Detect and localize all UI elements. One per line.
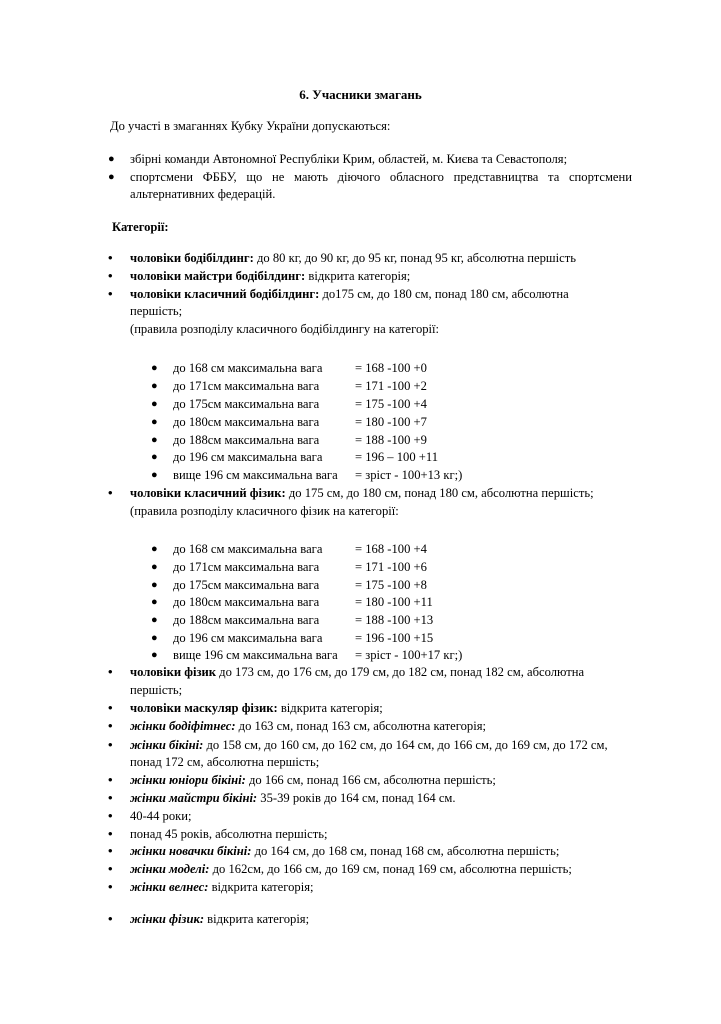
category-item: жінки моделі: до 162см, до 166 см, до 169 см, понад 169 см, абсолютна першість; bbox=[130, 862, 572, 876]
intro-text: До участі в змаганнях Кубку України допускаються: bbox=[110, 119, 391, 133]
bullet-icon: ● bbox=[151, 543, 158, 555]
bullet-icon: • bbox=[108, 826, 113, 841]
category-item: 40-44 роки; bbox=[130, 809, 192, 823]
category-item: жінки велнес: відкрита категорія; bbox=[130, 880, 314, 894]
bullet-icon: ● bbox=[108, 153, 115, 165]
bullet-icon: ● bbox=[151, 380, 158, 392]
bullet-icon: ● bbox=[151, 398, 158, 410]
category-item: жінки бодіфітнес: до 163 см, понад 163 см, абсолютна категорія; bbox=[130, 719, 486, 733]
category-item-continued: першість; bbox=[130, 683, 183, 697]
category-item-continued: понад 172 см, абсолютна першість; bbox=[130, 755, 320, 769]
weight-formula: = 188 -100 +9 bbox=[355, 433, 427, 447]
height-class: до 171см максимальна вага bbox=[173, 560, 320, 574]
weight-formula: = 175 -100 +4 bbox=[355, 397, 427, 411]
category-item-continued: першість; bbox=[130, 304, 183, 318]
weight-formula: = зріст - 100+17 кг;) bbox=[355, 648, 463, 662]
bullet-icon: • bbox=[108, 664, 113, 679]
categories-heading: Категорії: bbox=[112, 220, 169, 234]
bullet-icon: • bbox=[108, 911, 113, 926]
bullet-icon: ● bbox=[151, 416, 158, 428]
weight-formula: = 188 -100 +13 bbox=[355, 613, 434, 627]
bullet-icon: • bbox=[108, 879, 113, 894]
category-item: чоловіки майстри бодібілдинг: відкрита категорія; bbox=[130, 269, 411, 283]
bullet-icon: ● bbox=[151, 614, 158, 626]
category-item: чоловіки класичний бодібілдинг: до175 см, до 180 см, понад 180 см, абсолютна bbox=[130, 287, 569, 301]
bullet-icon: • bbox=[108, 250, 113, 265]
bullet-icon: ● bbox=[151, 649, 158, 661]
category-item: жінки фізик: відкрита категорія; bbox=[130, 912, 310, 926]
height-class: до 168 см максимальна вага bbox=[173, 361, 323, 375]
height-class: до 180см максимальна вага bbox=[173, 415, 320, 429]
height-class: до 175см максимальна вага bbox=[173, 578, 320, 592]
bullet-icon: ● bbox=[151, 451, 158, 463]
weight-formula: = 180 -100 +11 bbox=[355, 595, 433, 609]
bullet-icon: ● bbox=[151, 469, 158, 481]
height-class: вище 196 см максимальна вага bbox=[173, 468, 338, 482]
admission-item: спортсмени ФББУ, що не мають діючого обласного представництва та спортсмени bbox=[130, 170, 632, 184]
bullet-icon: ● bbox=[151, 434, 158, 446]
category-item: чоловіки бодібілдинг: до 80 кг, до 90 кг, до 95 кг, понад 95 кг, абсолютна першість bbox=[130, 251, 576, 265]
height-class: до 196 см максимальна вага bbox=[173, 631, 323, 645]
bullet-icon: • bbox=[108, 485, 113, 500]
weight-formula: = 168 -100 +4 bbox=[355, 542, 427, 556]
category-item: жінки майстри бікіні: 35-39 років до 164 см, понад 164 см. bbox=[130, 791, 456, 805]
category-item: жінки новачки бікіні: до 164 см, до 168 см, понад 168 см, абсолютна першість; bbox=[130, 844, 560, 858]
bullet-icon: • bbox=[108, 718, 113, 733]
weight-formula: = 175 -100 +8 bbox=[355, 578, 427, 592]
category-item: чоловіки маскуляр фізик: відкрита категорія; bbox=[130, 701, 383, 715]
weight-formula: = 168 -100 +0 bbox=[355, 361, 427, 375]
bullet-icon: • bbox=[108, 843, 113, 858]
weight-formula: = 180 -100 +7 bbox=[355, 415, 427, 429]
rule-note: (правила розподілу класичного бодібілдингу на категорії: bbox=[130, 322, 440, 336]
bullet-icon: ● bbox=[151, 596, 158, 608]
bullet-icon: • bbox=[108, 808, 113, 823]
height-class: до 188см максимальна вага bbox=[173, 613, 320, 627]
height-class: до 196 см максимальна вага bbox=[173, 450, 323, 464]
height-class: до 175см максимальна вага bbox=[173, 397, 320, 411]
bullet-icon: ● bbox=[108, 171, 115, 183]
height-class: вище 196 см максимальна вага bbox=[173, 648, 338, 662]
admission-item: збірні команди Автономної Республіки Крим, областей, м. Києва та Севастополя; bbox=[130, 152, 568, 166]
category-item: жінки юніори бікіні: до 166 см, понад 166 см, абсолютна першість; bbox=[130, 773, 496, 787]
bullet-icon: ● bbox=[151, 362, 158, 374]
height-class: до 188см максимальна вага bbox=[173, 433, 320, 447]
bullet-icon: ● bbox=[151, 561, 158, 573]
admission-item-continued: альтернативних федерацій. bbox=[130, 187, 276, 201]
weight-formula: = 196 – 100 +11 bbox=[355, 450, 439, 464]
weight-formula: = зріст - 100+13 кг;) bbox=[355, 468, 463, 482]
weight-formula: = 196 -100 +15 bbox=[355, 631, 434, 645]
bullet-icon: • bbox=[108, 790, 113, 805]
bullet-icon: • bbox=[108, 772, 113, 787]
bullet-icon: • bbox=[108, 268, 113, 283]
height-class: до 171см максимальна вага bbox=[173, 379, 320, 393]
bullet-icon: • bbox=[108, 737, 113, 752]
category-item: жінки бікіні: до 158 см, до 160 см, до 162 см, до 164 см, до 166 см, до 169 см, до 172 см, bbox=[130, 738, 608, 752]
category-item: чоловіки класичний фізик: до 175 см, до 180 см, понад 180 см, абсолютна першість; bbox=[130, 486, 594, 500]
bullet-icon: ● bbox=[151, 632, 158, 644]
bullet-icon: ● bbox=[151, 579, 158, 591]
height-class: до 168 см максимальна вага bbox=[173, 542, 323, 556]
height-class: до 180см максимальна вага bbox=[173, 595, 320, 609]
bullet-icon: • bbox=[108, 861, 113, 876]
category-item: понад 45 років, абсолютна першість; bbox=[130, 827, 328, 841]
bullet-icon: • bbox=[108, 286, 113, 301]
rule-note: (правила розподілу класичного фізик на категорії: bbox=[130, 504, 399, 518]
weight-formula: = 171 -100 +6 bbox=[355, 560, 427, 574]
page-title: 6. Учасники змагань bbox=[299, 87, 422, 102]
category-item: чоловіки фізик до 173 см, до 176 см, до 179 см, до 182 см, понад 182 см, абсолютна bbox=[130, 665, 585, 679]
weight-formula: = 171 -100 +2 bbox=[355, 379, 427, 393]
bullet-icon: • bbox=[108, 700, 113, 715]
